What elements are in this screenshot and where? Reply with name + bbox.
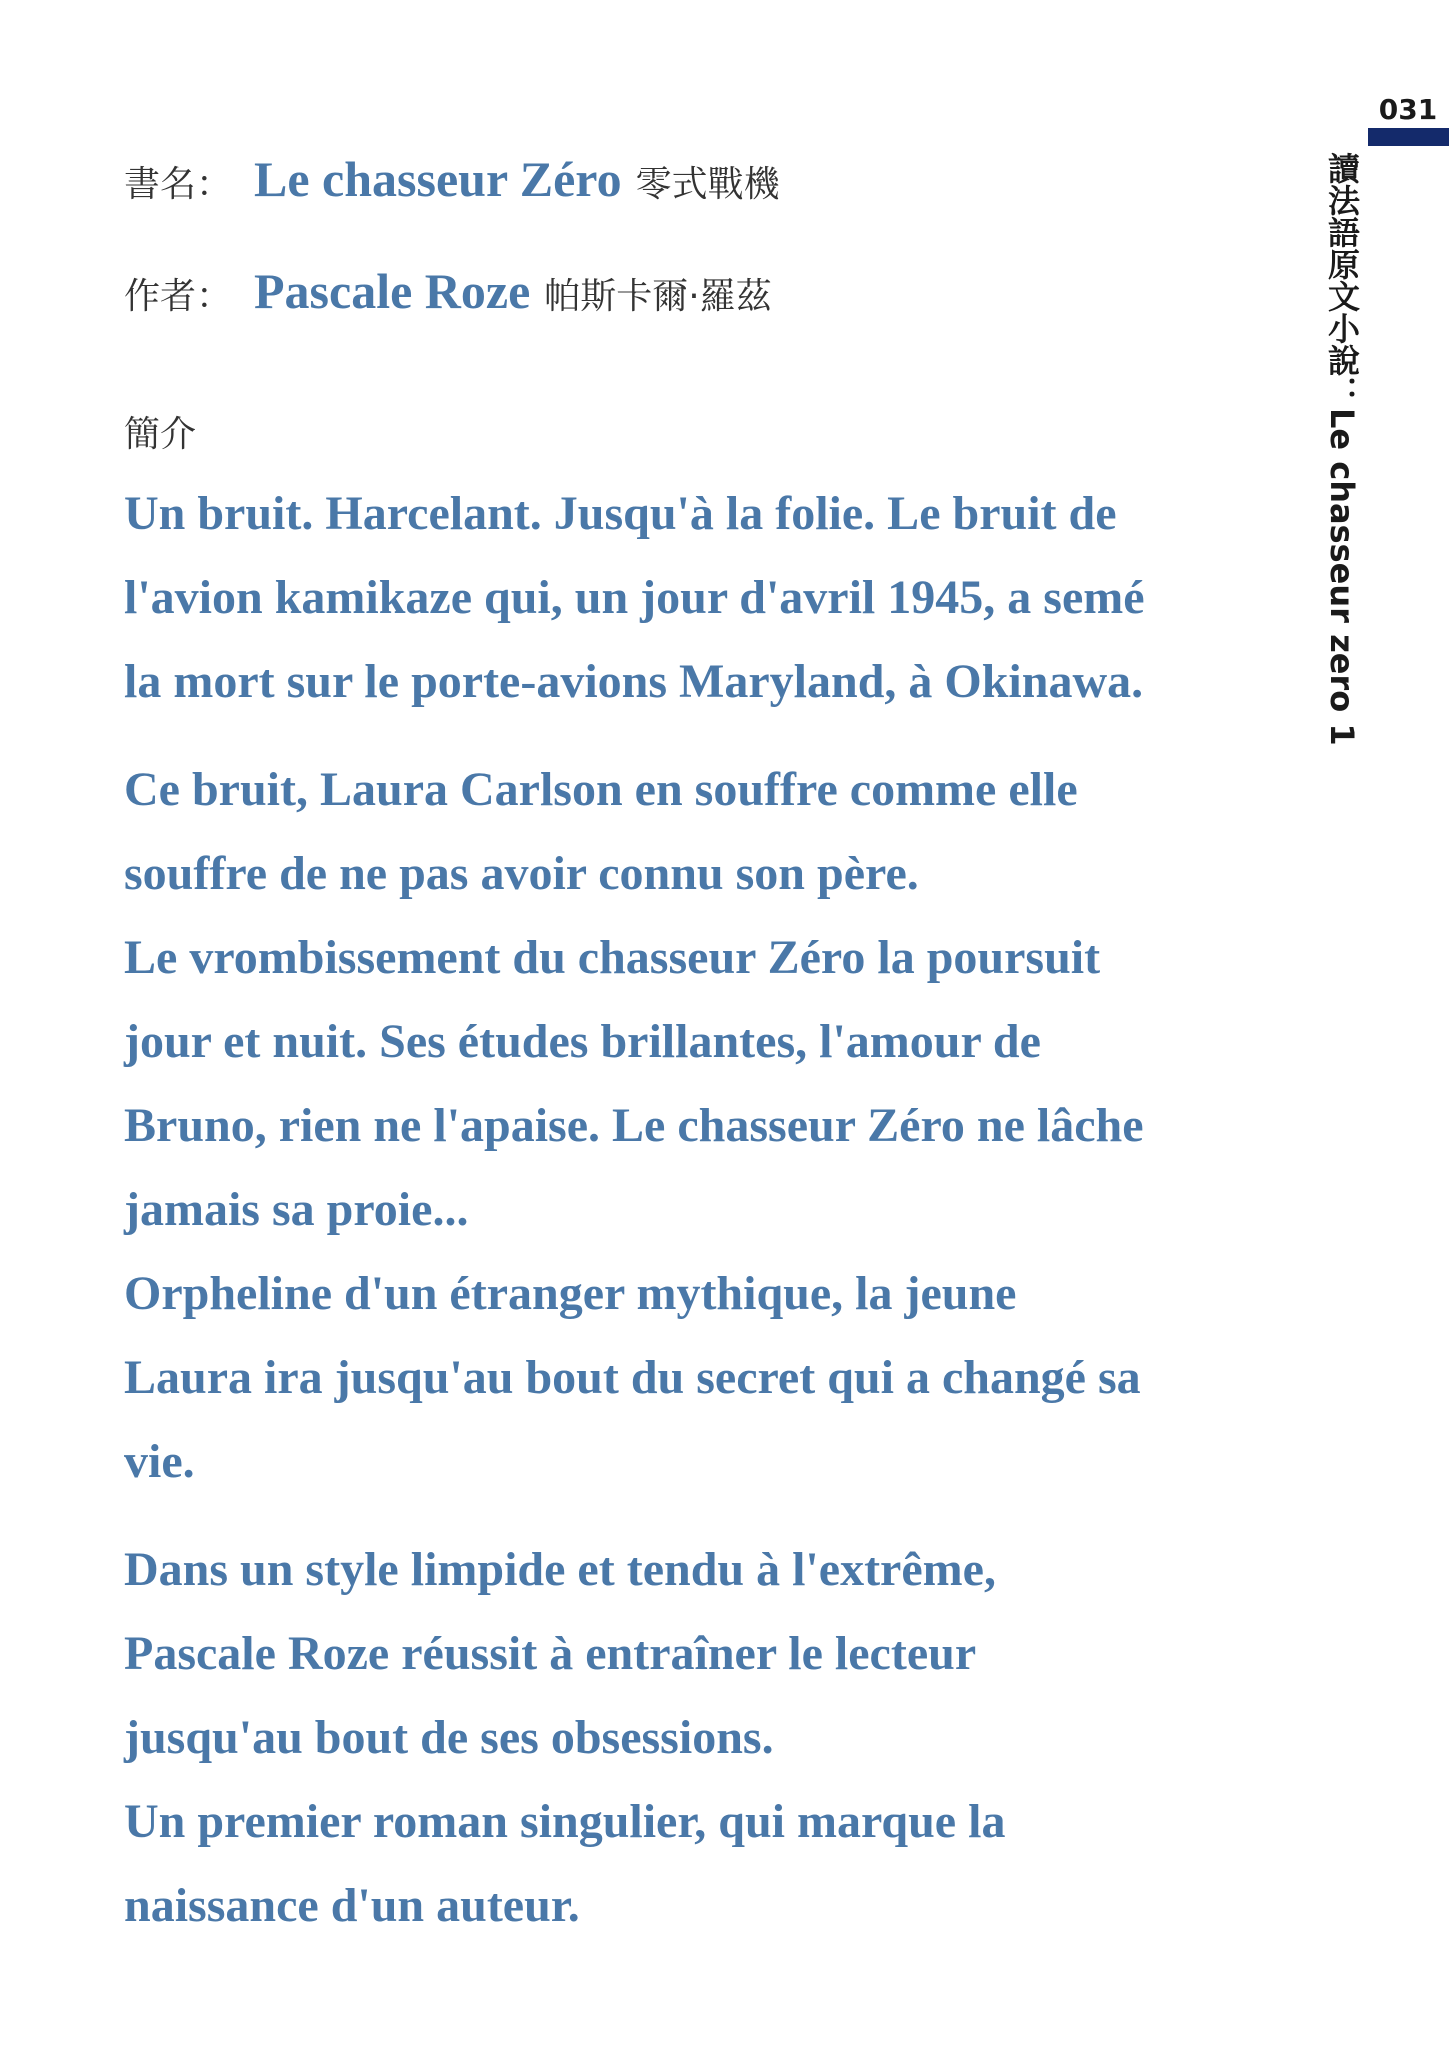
text-line: la mort sur le porte-avions Maryland, à Okinawa. (124, 655, 1144, 708)
book-title-french: Le chasseur Zéro (254, 151, 622, 207)
intro-paragraph-2 (124, 748, 1304, 1504)
text-line: Un premier roman singulier, qui marque la (124, 1795, 1006, 1848)
book-author-line (124, 262, 772, 320)
text-line: souffre de ne pas avoir connu son père. (124, 847, 919, 900)
text-line: Un bruit. Harcelant. Jusqu'à la folie. Le bruit de (124, 487, 1117, 540)
page-number-bar (1368, 128, 1449, 146)
text-line: l'avion kamikaze qui, un jour d'avril 1945, a semé (124, 571, 1145, 624)
intro-paragraph-3 (124, 1528, 1304, 1948)
book-title-chinese: 零式戰機 (635, 164, 780, 205)
text-line: Bruno, rien ne l'apaise. Le chasseur Zéro ne lâche (124, 1099, 1144, 1152)
text-line: Le vrombissement du chasseur Zéro la poursuit (124, 931, 1101, 984)
text-line: Pascale Roze réussit à entraîner le lecteur (124, 1627, 977, 1680)
text-line: Laura ira jusqu'au bout du secret qui a changé sa (124, 1351, 1141, 1404)
book-author-chinese: 帕斯卡爾·羅茲 (544, 276, 772, 317)
book-title-line (124, 150, 780, 208)
book-author-label: 作者： (124, 276, 233, 317)
text-line: naissance d'un auteur. (124, 1879, 580, 1932)
text-line: Ce bruit, Laura Carlson en souffre comme elle (124, 763, 1078, 816)
book-title-label: 書名： (124, 164, 233, 205)
text-line: jour et nuit. Ses études brillantes, l'amour de (124, 1015, 1041, 1068)
text-line: jamais sa proie... (124, 1183, 469, 1236)
intro-heading: 簡介 (124, 414, 197, 455)
running-header-title: 讀法語原文小說：Le chasseur zero 1 (1323, 152, 1361, 746)
text-line: Orpheline d'un étranger mythique, la jeune (124, 1267, 1017, 1320)
book-author-french: Pascale Roze (254, 263, 531, 319)
text-line: jusqu'au bout de ses obsessions. (124, 1711, 774, 1764)
text-line: vie. (124, 1435, 195, 1488)
intro-paragraph-1 (124, 472, 1304, 724)
text-line: Dans un style limpide et tendu à l'extrême, (124, 1543, 996, 1596)
page-number: 031 (1378, 93, 1438, 126)
